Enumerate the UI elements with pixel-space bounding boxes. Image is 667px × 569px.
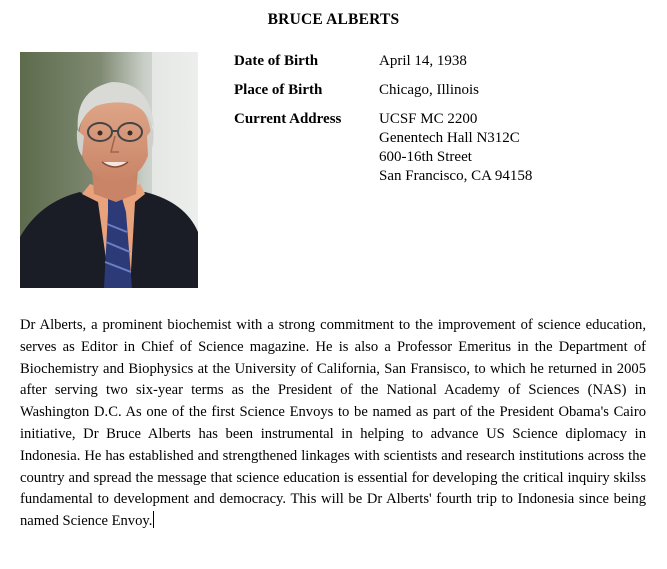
portrait-photo bbox=[20, 52, 198, 288]
address-line: 600-16th Street bbox=[379, 149, 472, 165]
address-line: Genentech Hall N312C bbox=[379, 130, 520, 146]
text-cursor bbox=[153, 511, 154, 528]
place-of-birth-value: Chicago, Illinois bbox=[379, 82, 479, 98]
address-line: San Francisco, CA 94158 bbox=[379, 168, 533, 184]
personal-details bbox=[234, 52, 532, 196]
current-address-value bbox=[379, 110, 532, 186]
biography-text: Dr Alberts, a prominent biochemist with a strong commitment to the improvement of science education, serves as Editor in Chief of Science magazine. He is also a Professor Emeritus in the Department of Biochemistry and Biophysics at the University of California, San Fransisco, to which he returned in 2005 after serving two six-year terms as the President of the National Academy of Sciences (NAS) in Washington D.C. As one of the first Science Envoys to be named as part of the President Obama's Cairo initiative, Dr Bruce Alberts has been instrumental in helping to advance US Science diplomacy in Indonesia. He has established and strengthened linkages with scientists and research institutions across the country and spread the message that science education is essential for developing the critical inquiry skilss fundamental to development and democracy. This will be Dr Alberts' fourth trip to Indonesia since being named Science Envoy. bbox=[20, 317, 646, 530]
current-address-row bbox=[234, 110, 532, 186]
place-of-birth-label: Place of Birth bbox=[234, 82, 323, 98]
date-of-birth-row bbox=[234, 52, 532, 71]
current-address-label: Current Address bbox=[234, 111, 342, 127]
date-of-birth-value: April 14, 1938 bbox=[379, 53, 467, 69]
document-title: BRUCE ALBERTS bbox=[267, 11, 400, 28]
address-line: UCSF MC 2200 bbox=[379, 111, 478, 127]
place-of-birth-row bbox=[234, 81, 532, 100]
biography-paragraph[interactable] bbox=[20, 315, 646, 533]
date-of-birth-label: Date of Birth bbox=[234, 53, 319, 69]
